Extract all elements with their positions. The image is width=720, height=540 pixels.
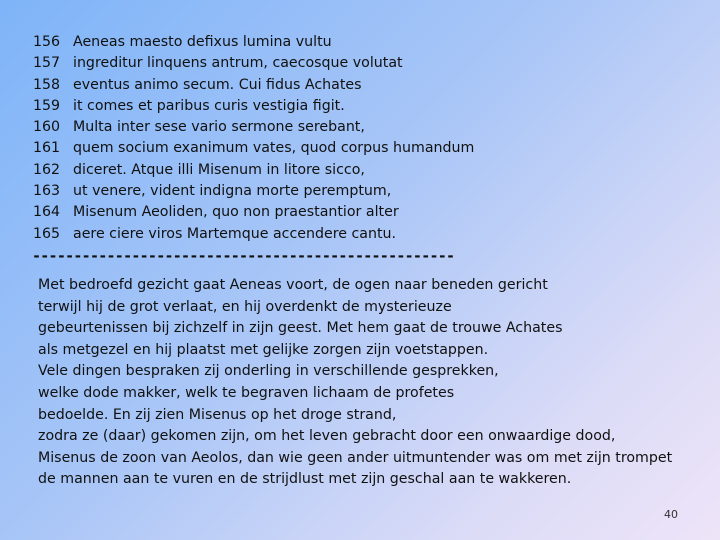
line-number: 156 — [33, 34, 61, 50]
translation-line: Misenus de zoon van Aeolos, dan wie geen ander uitmuntender was om met zijn trompet — [38, 449, 673, 466]
latin-text-block — [33, 32, 474, 245]
translation-line: terwijl hij de grot verlaat, en hij overdenkt de mysterieuze — [38, 298, 452, 315]
latin-verse: it comes et paribus curis vestigia figit. — [73, 97, 345, 114]
page-number: 40 — [664, 508, 678, 521]
line-number: 162 — [33, 161, 61, 178]
line-number: 163 — [33, 183, 61, 200]
latin-verse: eventus animo secum. Cui fidus Achates — [73, 76, 362, 93]
latin-line-161 — [33, 138, 474, 159]
line-number: 157 — [33, 55, 61, 72]
line-number: 165 — [33, 225, 61, 242]
latin-verse: Misenum Aeoliden, quo non praestantior alter — [73, 204, 399, 221]
translation-line: welke dode makker, welk te begraven lichaam de profetes — [38, 384, 455, 401]
dashed-divider: --------------------------------------------------- — [32, 247, 455, 265]
latin-verse: ut venere, vident indigna morte peremptum, — [73, 183, 392, 200]
latin-line-164 — [33, 202, 474, 223]
latin-line-163 — [33, 181, 474, 202]
latin-verse: Multa inter sese vario sermone serebant, — [73, 119, 365, 136]
translation-line: als metgezel en hij plaatst met gelijke zorgen zijn voetstappen. — [38, 341, 489, 358]
line-number: 164 — [33, 204, 61, 221]
dutch-translation-block — [38, 275, 672, 491]
translation-line: zodra ze (daar) gekomen zijn, om het leven gebracht door een onwaardige dood, — [38, 428, 616, 445]
latin-line-159 — [33, 96, 474, 117]
latin-line-160 — [33, 117, 474, 138]
latin-line-165 — [33, 224, 474, 245]
line-number: 160 — [33, 119, 61, 136]
latin-line-157 — [33, 53, 474, 74]
latin-verse: ingreditur linquens antrum, caecosque volutat — [73, 55, 403, 72]
latin-line-156 — [33, 32, 474, 53]
latin-verse: aere ciere viros Martemque accendere cantu. — [73, 225, 397, 242]
translation-line: Vele dingen bespraken zij onderling in verschillende gesprekken, — [38, 363, 499, 380]
line-number: 158 — [33, 76, 61, 93]
line-number: 161 — [33, 140, 61, 157]
latin-verse: quem socium exanimum vates, quod corpus humandum — [73, 140, 475, 157]
latin-line-162 — [33, 160, 474, 181]
latin-line-158 — [33, 75, 474, 96]
translation-line: Met bedroefd gezicht gaat Aeneas voort, de ogen naar beneden gericht — [38, 277, 548, 293]
line-number: 159 — [33, 97, 61, 114]
latin-verse: Aeneas maesto defixus lumina vultu — [73, 34, 332, 50]
translation-line: gebeurtenissen bij zichzelf in zijn geest. Met hem gaat de trouwe Achates — [38, 320, 563, 337]
translation-line: de mannen aan te vuren en de strijdlust met zijn geschal aan te wakkeren. — [38, 471, 572, 488]
latin-verse: diceret. Atque illi Misenum in litore sicco, — [73, 161, 365, 178]
translation-line: bedoelde. En zij zien Misenus op het droge strand, — [38, 406, 397, 423]
